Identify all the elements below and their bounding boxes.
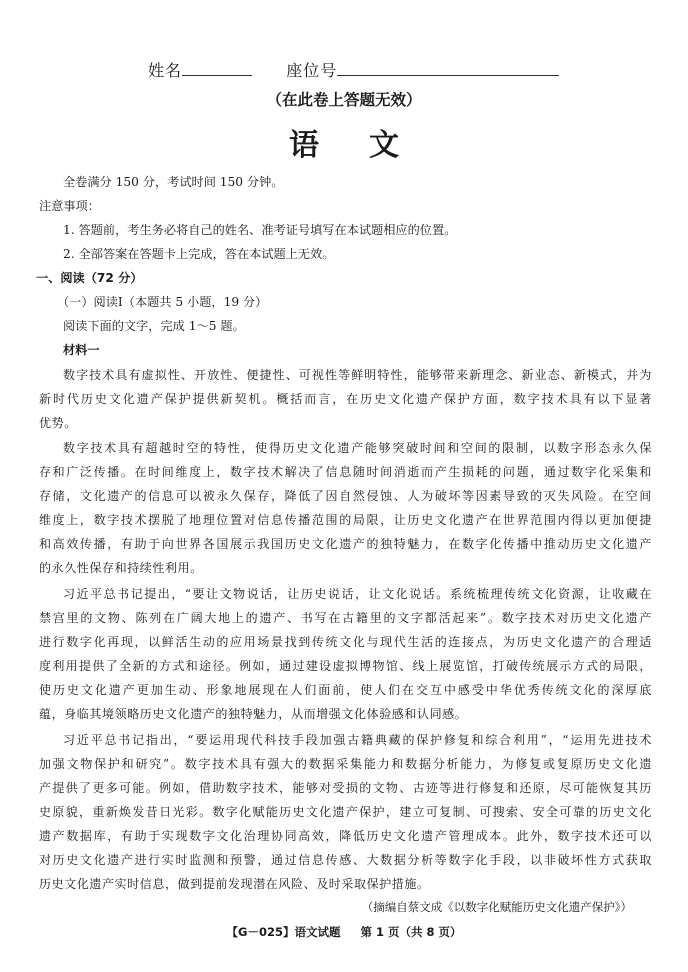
paragraph-1-line-1: 数字技术具有虚拟性、开放性、便捷性、可视性等鲜明特性，能够带来新理念、新业态、新模式，并为 <box>63 368 652 382</box>
page-footer <box>0 924 688 940</box>
invalid-notice: （在此卷上答题无效） <box>266 91 422 109</box>
page-number: 第 1 页（共 8 页） <box>360 925 462 939</box>
notes-title: 注意事项： <box>39 199 100 213</box>
name-label: 姓名 <box>148 61 183 80</box>
exam-code: 【G－025】语文试题 <box>226 925 341 939</box>
material-label: 材料一 <box>63 343 100 357</box>
sub-heading: （一）阅读Ⅰ（本题共 5 小题，19 分） <box>57 295 268 309</box>
paragraph-2-line-5: 和高效传播，有助于向世界各国展示我国历史文化遗产的独特魅力，在数字化传播中推动历史文化遗产 <box>39 537 652 551</box>
paragraph-2-line-6: 的永久性保存和持续性利用。 <box>39 561 203 575</box>
paragraph-3-line-6: 蕴，身临其境领略历史文化遗产的独特魅力，从而增强文化体验感和认同感。 <box>39 707 468 721</box>
paragraph-3-line-3: 进行数字化再现，以鲜活生动的应用场景找到传统文化与现代生活的连接点，为历史文化遗产的合理适 <box>39 635 652 649</box>
paragraph-1-line-2: 新时代历史文化遗产保护提供新契机。概括而言，在历史文化遗产保护方面，数字技术具有以下显著 <box>39 392 652 406</box>
paragraph-3-line-1: 习近平总书记提出，“要让文物说话，让历史说话，让文化说话。系统梳理传统文化资源，让收藏在 <box>63 587 652 601</box>
note-1: 1. 答题前，考生务必将自己的姓名、准考证号填写在本试题相应的位置。 <box>63 223 457 237</box>
paragraph-4-line-5: 遗产数据库，有助于实现数字文化治理协同高效，降低历史文化遗产管理成本。此外，数字技术还可以 <box>39 829 652 843</box>
paragraph-4-line-6: 对历史文化遗产进行实时监测和预警，通过信息传感、大数据分析等数字化手段，以非破坏性方式获取 <box>39 853 652 867</box>
paragraph-2-line-1: 数字技术具有超越时空的特性，使得历史文化遗产能够突破时间和空间的限制，以数字形态永久保 <box>63 441 652 455</box>
instruction: 阅读下面的文字，完成 1～5 题。 <box>63 319 245 333</box>
page-title: 语文 <box>289 128 449 163</box>
paragraph-4-line-4: 史原貌，重新焕发昔日光彩。数字化赋能历史文化遗产保护，建立可复制、可搜索、安全可靠的历史文化 <box>39 805 652 819</box>
paragraph-2-line-4: 维度上，数字技术摆脱了地理位置对信息传播范围的局限，让历史文化遗产在世界范围内得以更加便捷 <box>39 513 652 527</box>
paragraph-4-line-2: 加强文物保护和研究”。数字技术具有强大的数据采集能力和数据分析能力，为修复或复原历史文化遗 <box>39 757 652 771</box>
paragraph-4-line-1: 习近平总书记指出，“要运用现代科技手段加强古籍典藏的保护修复和综合利用”，“运用先进技术 <box>63 733 652 747</box>
note-2: 2. 全部答案在答题卡上完成，答在本试题上无效。 <box>63 247 335 261</box>
seat-label: 座位号 <box>286 61 338 80</box>
paragraph-4-line-7: 历史文化遗产实时信息，做到提前发现潜在风险、及时采取保护措施。 <box>39 877 430 891</box>
paragraph-4-line-3: 产提供了更多可能。例如，借助数字技术，能够对受损的文物、古迹等进行修复和还原，尽可能恢复其历 <box>39 781 652 795</box>
paragraph-2-line-2: 存和广泛传播。在时间维度上，数字技术解决了信息随时间消逝而产生损耗的问题，通过数字化采集和 <box>39 465 652 479</box>
paragraph-3-line-4: 度利用提供了全新的方式和途径。例如，通过建设虚拟博物馆、线上展览馆，打破传统展示方式的局限， <box>39 659 652 673</box>
paragraph-2-line-3: 存储，文化遗产的信息可以被永久保存，降低了因自然侵蚀、人为破坏等因素导致的灭失风险。在空间 <box>39 489 652 503</box>
name-seat-line <box>148 58 559 81</box>
paragraph-1-line-3: 优势。 <box>39 416 77 430</box>
total-score-line: 全卷满分 150 分，考试时间 150 分钟。 <box>63 175 284 189</box>
source-citation: （摘编自蔡文成《以数字化赋能历史文化遗产保护》） <box>361 900 632 914</box>
name-blank[interactable] <box>182 61 252 76</box>
section-heading: 一、阅读（72 分） <box>36 271 143 285</box>
paragraph-3-line-2: 禁宫里的文物、陈列在广阔大地上的遗产、书写在古籍里的文字都活起来”。数字技术对历史文化遗产 <box>39 611 652 625</box>
paragraph-3-line-5: 使历史文化遗产更加生动、形象地展现在人们面前，使人们在交互中感受中华优秀传统文化的深厚底 <box>39 683 652 697</box>
seat-blank[interactable] <box>337 61 559 76</box>
